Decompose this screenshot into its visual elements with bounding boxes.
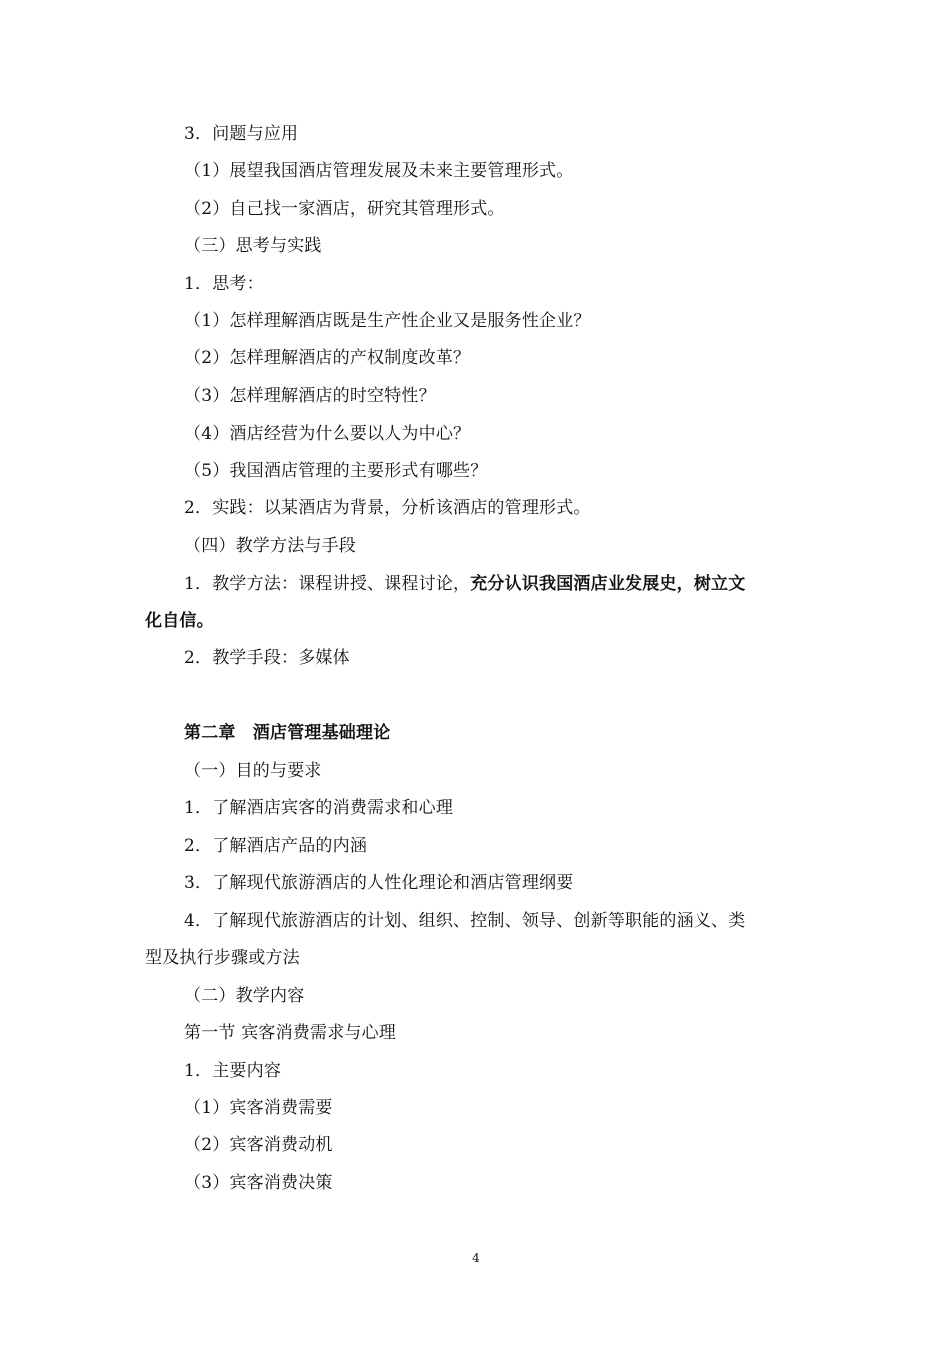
list-item: （2）自己找一家酒店，研究其管理形式。 xyxy=(184,199,505,219)
emphasis-text: 化自信。 xyxy=(145,611,214,631)
list-item: （3）怎样理解酒店的时空特性？ xyxy=(184,386,436,406)
list-item: 2．了解酒店产品的内涵 xyxy=(184,836,368,856)
list-item: 1．思考： xyxy=(184,274,264,294)
list-item: （5）我国酒店管理的主要形式有哪些？ xyxy=(184,461,488,481)
list-item: 型及执行步骤或方法 xyxy=(145,948,300,968)
list-item: （1）怎样理解酒店既是生产性企业又是服务性企业？ xyxy=(184,311,591,331)
list-item: 2．实践：以某酒店为背景，分析该酒店的管理形式。 xyxy=(184,498,591,518)
section-heading: （一）目的与要求 xyxy=(184,761,322,781)
list-item: 1．主要内容 xyxy=(184,1061,282,1081)
list-item xyxy=(184,573,745,595)
list-item: 1．了解酒店宾客的消费需求和心理 xyxy=(184,798,454,818)
list-item: （3）宾客消费决策 xyxy=(184,1173,333,1193)
paragraph-text: 1．教学方法：课程讲授、课程讨论， xyxy=(184,574,471,594)
section-title: 第一节 宾客消费需求与心理 xyxy=(184,1023,397,1043)
section-heading: （四）教学方法与手段 xyxy=(184,536,356,556)
list-item: 2．教学手段：多媒体 xyxy=(184,648,350,668)
page-number: 4 xyxy=(472,1251,480,1265)
list-item: （4）酒店经营为什么要以人为中心？ xyxy=(184,424,471,444)
chapter-title: 第二章 酒店管理基础理论 xyxy=(184,723,391,743)
list-item: 4．了解现代旅游酒店的计划、组织、控制、领导、创新等职能的涵义、类 xyxy=(184,911,746,931)
list-item: （1）宾客消费需要 xyxy=(184,1098,333,1118)
list-item: 3．了解现代旅游酒店的人性化理论和酒店管理纲要 xyxy=(184,873,574,893)
list-item: （2）宾客消费动机 xyxy=(184,1135,333,1155)
emphasis-text: 充分认识我国酒店业发展史，树立文 xyxy=(470,574,746,594)
section-heading: （二）教学内容 xyxy=(184,986,305,1006)
section-heading: （三）思考与实践 xyxy=(184,236,322,256)
list-item: 3．问题与应用 xyxy=(184,124,299,144)
list-item: （2）怎样理解酒店的产权制度改革？ xyxy=(184,348,471,368)
list-item: （1）展望我国酒店管理发展及未来主要管理形式。 xyxy=(184,161,574,181)
